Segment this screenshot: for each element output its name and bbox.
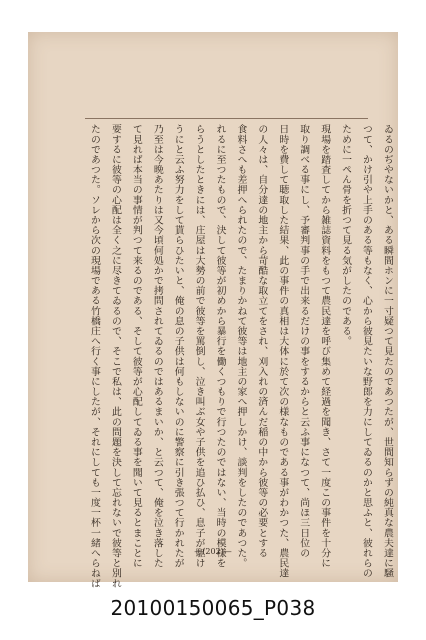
vertical-text-block bbox=[88, 124, 394, 594]
text-column: て見れば本当の事情が判つて来るのである、そして彼等が心配してゐる事を聞いて見るとまことに bbox=[130, 124, 142, 568]
text-column: ゐるのぢやないかと、ある瞬間ホンに一寸疑つて見たのであつたが、世間知らずの純真な農夫達に騒 bbox=[381, 124, 393, 579]
text-column: 取り調べる事にし、予審判事の手で出来るだけの事をするからと云ふ事になつて、尚ほ三日位の bbox=[298, 124, 310, 558]
text-column: れるに至つたもので、決して彼等が初めから暴行を働くつもりで行つたのではない、当時の模様を bbox=[214, 124, 226, 568]
header-rule bbox=[85, 118, 368, 119]
book-page bbox=[28, 32, 398, 589]
text-column: 食料さへも差押へられたので、たまりかねて彼等は地主の家へ押しかけ、談判をしたのであつた。 bbox=[235, 124, 247, 568]
text-column: 日時を費して聴取した結果、此の事件の真相は大体に於て次の様なものである事がわかつた、農民達 bbox=[277, 124, 289, 579]
text-column: 乃至は今晩あたりは又今頃何処かで拷問されてゐるのではあるまいか、と云つて、俺を泣き落した bbox=[151, 124, 163, 568]
text-column: うにと云ふ努力をして貰らひたいと、俺の息の子供は何もしないのに警察に引き張つて行かれたが bbox=[172, 124, 184, 568]
text-column: ために一ぺん骨を折つて見る気がしたのである。 bbox=[340, 124, 352, 346]
text-column: らうとしたときには、庄屋は大勢の前で彼等を罵倒し、泣き叫ぶ女や子供を追ひ払ひ、息子が駆け bbox=[193, 124, 205, 568]
text-column: つて、かけ引や上手のある等もなく、心から彼見たいな野郎を力にしてゐるのかと思ふと、彼れらの bbox=[360, 124, 372, 579]
text-column: たのであつた。ソレから次の現場である竹橋庄へ行く事にしたが、それにしても一度一杯一緒へらねば bbox=[89, 124, 100, 589]
image-caption: 20100150065_P038 bbox=[110, 596, 316, 620]
text-column: 要するに彼等の心配は全く之に尽きてゐるので、そこで私は、此の問題を決して忘れないで彼等と別れ bbox=[109, 124, 121, 589]
page-number: —(202)— bbox=[194, 547, 232, 556]
text-column: の人々は、自分達の地主から苛酷な取立てをされ、刈入れの済んだ稲の中から彼等の必要とする bbox=[256, 124, 268, 558]
text-column: 現場を踏査してから雑誌資料をもつて農民達を呼び集めて経過を聞き、さて一度この事件を十分に bbox=[319, 124, 331, 568]
